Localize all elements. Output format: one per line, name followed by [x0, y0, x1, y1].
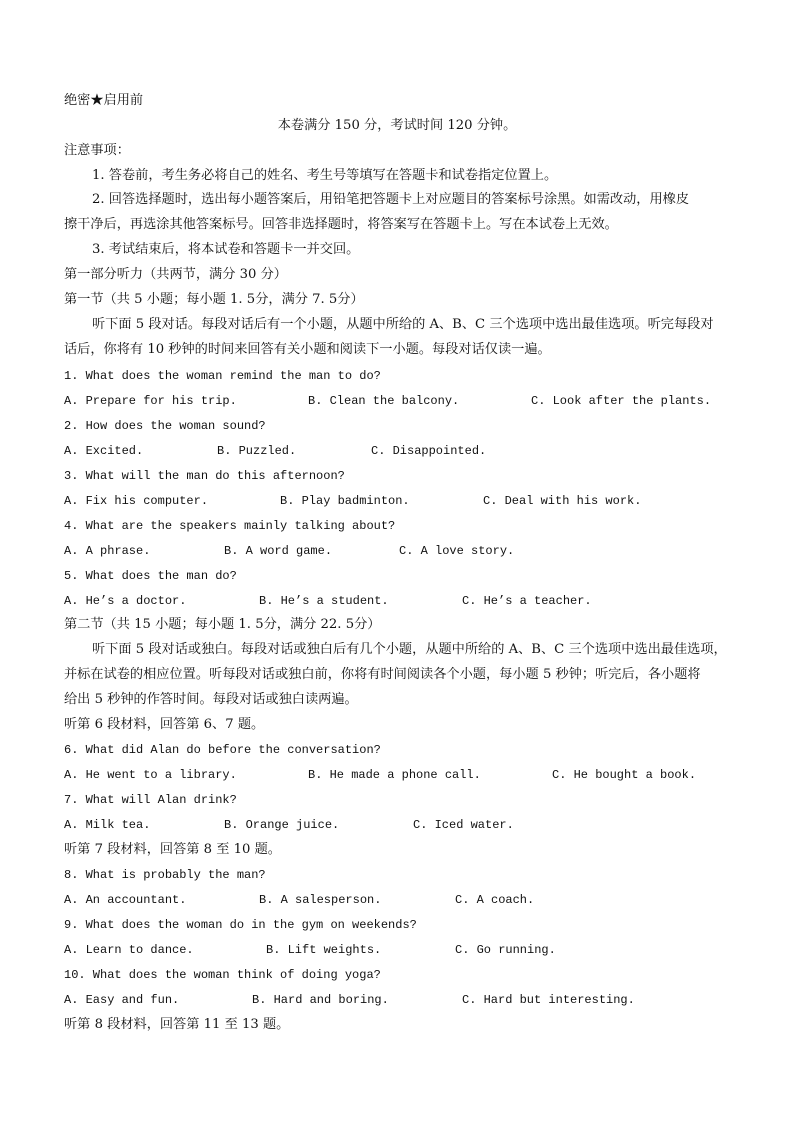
- q4-option-a: A. A phrase.: [64, 544, 151, 558]
- note-item-2-cont: 擦干净后，再选涂其他答案标号。回答非选择题时，将答案写在答题卡上。写在本试卷上无效。: [64, 217, 618, 232]
- question-10: 10. What does the woman think of doing yoga?: [64, 968, 381, 982]
- question-2: 2. How does the woman sound?: [64, 419, 266, 433]
- q10-option-a: A. Easy and fun.: [64, 993, 180, 1007]
- question-6: 6. What did Alan do before the conversation?: [64, 743, 381, 757]
- q3-option-c: C. Deal with his work.: [483, 494, 642, 508]
- q9-option-c: C. Go running.: [455, 943, 556, 957]
- q4-option-c: C. A love story.: [399, 544, 515, 558]
- question-9: 9. What does the woman do in the gym on weekends?: [64, 918, 417, 932]
- q4-option-b: B. A word game.: [224, 544, 333, 558]
- question-8: 8. What is probably the man?: [64, 868, 266, 882]
- q5-option-b: B. He’s a student.: [259, 594, 389, 608]
- q10-option-c: C. Hard but interesting.: [462, 993, 635, 1007]
- q7-option-a: A. Milk tea.: [64, 818, 151, 832]
- q6-option-b: B. He made a phone call.: [308, 768, 481, 782]
- material-7-heading: 听第 7 段材料，回答第 8 至 10 题。: [64, 842, 281, 857]
- section1-title: 第一节（共 5 小题；每小题 1. 5分，满分 7. 5分）: [64, 292, 364, 307]
- q8-option-c: C. A coach.: [455, 893, 535, 907]
- q10-option-b: B. Hard and boring.: [252, 993, 389, 1007]
- score-info: 本卷满分 150 分，考试时间 120 分钟。: [277, 118, 517, 133]
- section2-intro-line1: 听下面 5 段对话或独白。每段对话或独白后有几个小题，从题中所给的 A、B、C 三个选项中选出最佳选项，: [92, 642, 727, 657]
- question-7: 7. What will Alan drink?: [64, 793, 237, 807]
- q1-option-a: A. Prepare for his trip.: [64, 394, 237, 408]
- q1-option-c: C. Look after the plants.: [531, 394, 712, 408]
- q2-option-a: A. Excited.: [64, 444, 144, 458]
- secret-mark: 绝密★启用前: [64, 93, 144, 108]
- section2-intro-line2: 并标在试卷的相应位置。听每段对话或独白前，你将有时间阅读各个小题，每小题 5 秒钟；听完后，各小题将: [64, 667, 701, 682]
- part1-title: 第一部分听力（共两节，满分 30 分）: [64, 267, 287, 282]
- note-item-1: 1. 答卷前，考生务必将自己的姓名、考生号等填写在答题卡和试卷指定位置上。: [92, 168, 558, 183]
- q3-option-a: A. Fix his computer.: [64, 494, 209, 508]
- section2-title: 第二节（共 15 小题；每小题 1. 5分，满分 22. 5分）: [64, 617, 381, 632]
- q6-option-c: C. He bought a book.: [552, 768, 697, 782]
- q8-option-b: B. A salesperson.: [259, 893, 382, 907]
- question-3: 3. What will the man do this afternoon?: [64, 469, 345, 483]
- section1-intro-line2: 话后，你将有 10 秒钟的时间来回答有关小题和阅读下一小题。每段对话仅读一遍。: [64, 342, 551, 357]
- material-8-heading: 听第 8 段材料，回答第 11 至 13 题。: [64, 1017, 290, 1032]
- question-5: 5. What does the man do?: [64, 569, 237, 583]
- notes-title: 注意事项：: [64, 143, 130, 158]
- q3-option-b: B. Play badminton.: [280, 494, 410, 508]
- question-4: 4. What are the speakers mainly talking about?: [64, 519, 396, 533]
- q6-option-a: A. He went to a library.: [64, 768, 237, 782]
- section2-intro-line3: 给出 5 秒钟的作答时间。每段对话或独白读两遍。: [64, 692, 358, 707]
- note-item-2: 2. 回答选择题时，选出每小题答案后，用铅笔把答题卡上对应题目的答案标号涂黑。如需改动，用橡皮: [92, 192, 690, 207]
- q2-option-b: B. Puzzled.: [217, 444, 297, 458]
- question-1: 1. What does the woman remind the man to do?: [64, 369, 381, 383]
- q8-option-a: A. An accountant.: [64, 893, 187, 907]
- material-6-heading: 听第 6 段材料，回答第 6、7 题。: [64, 717, 265, 732]
- q1-option-b: B. Clean the balcony.: [308, 394, 460, 408]
- q2-option-c: C. Disappointed.: [371, 444, 487, 458]
- q5-option-a: A. He’s a doctor.: [64, 594, 187, 608]
- q9-option-a: A. Learn to dance.: [64, 943, 194, 957]
- note-item-3: 3. 考试结束后，将本试卷和答题卡一并交回。: [92, 242, 360, 257]
- q7-option-b: B. Orange juice.: [224, 818, 340, 832]
- q7-option-c: C. Iced water.: [413, 818, 514, 832]
- section1-intro-line1: 听下面 5 段对话。每段对话后有一个小题，从题中所给的 A、B、C 三个选项中选出最佳选项。听完每段对: [92, 317, 714, 332]
- q5-option-c: C. He’s a teacher.: [462, 594, 592, 608]
- q9-option-b: B. Lift weights.: [266, 943, 382, 957]
